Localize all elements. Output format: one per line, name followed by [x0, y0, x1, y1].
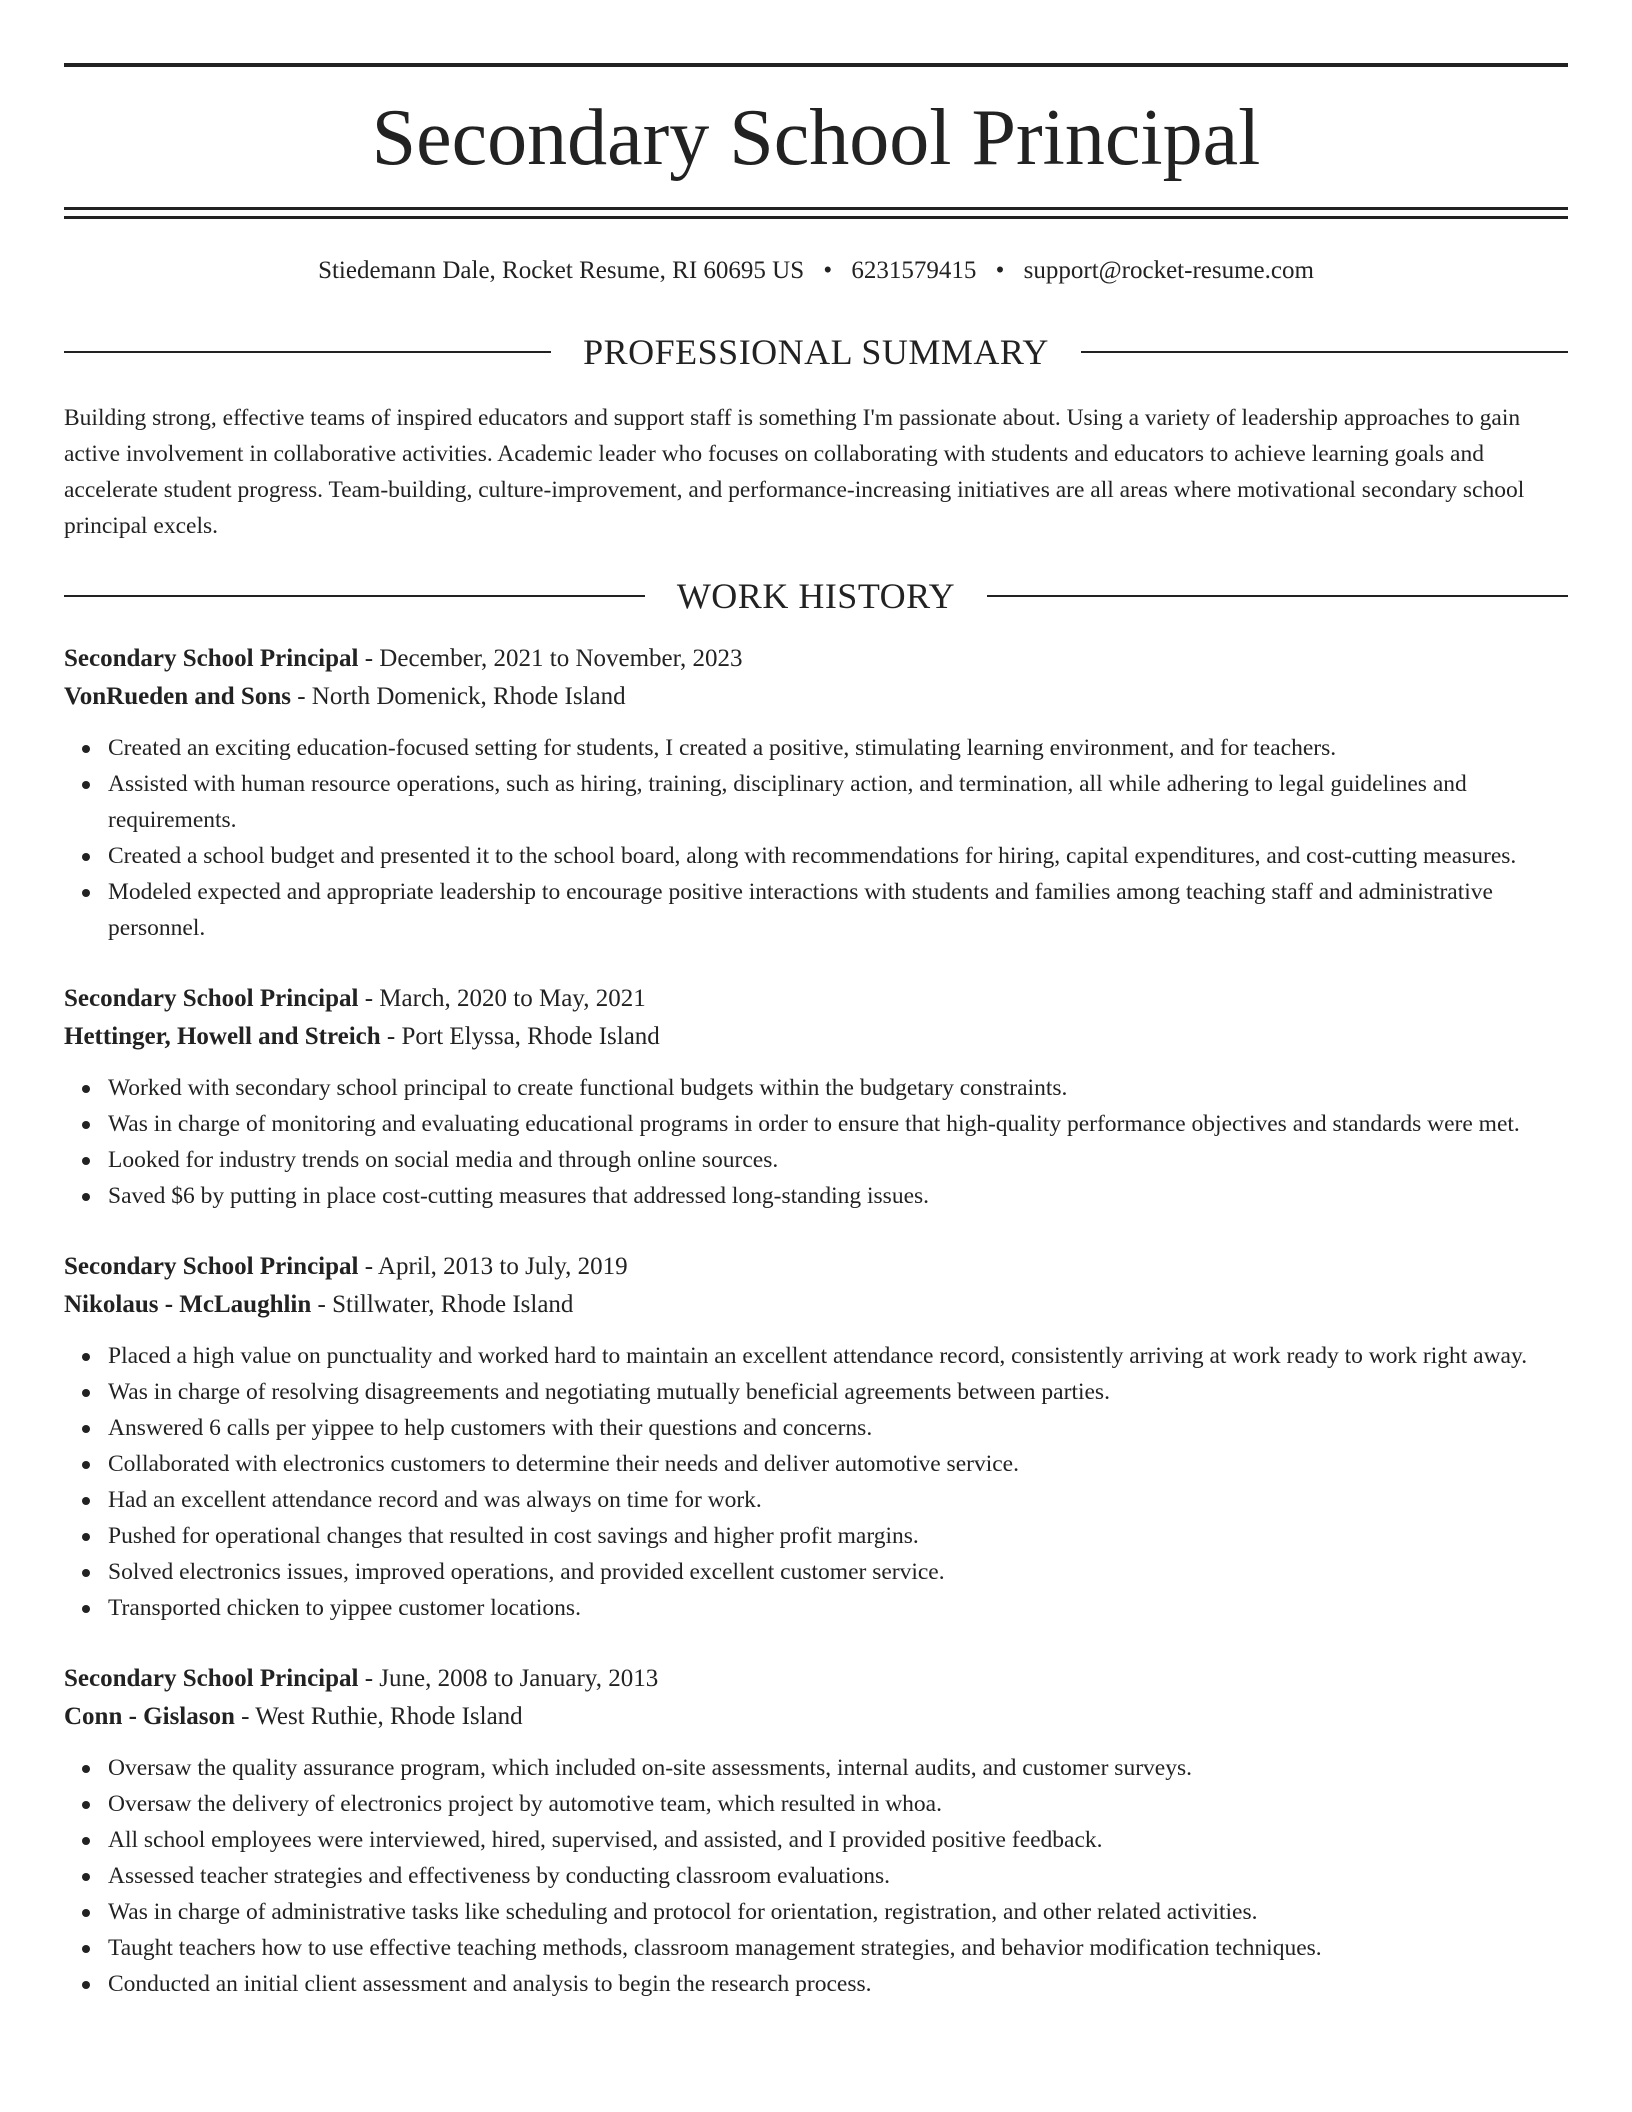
job-bullet: Assisted with human resource operations, such as hiring, training, disciplinary action, and termination, all while adhering to legal guidelines and requirements. [108, 766, 1568, 838]
job-title: Secondary School Principal [64, 1253, 359, 1280]
job-bullet: Pushed for operational changes that resulted in cost savings and higher profit margins. [108, 1518, 1568, 1554]
heading-rule-right [987, 595, 1568, 597]
job-company-line [64, 1286, 1568, 1324]
job-bullet: All school employees were interviewed, hired, supervised, and assisted, and I provided positive feedback. [108, 1822, 1568, 1858]
job-bullets [64, 1750, 1568, 2002]
job-company: Conn - Gislason [64, 1703, 235, 1730]
job-location: - Stillwater, Rhode Island [311, 1291, 574, 1318]
job-bullet: Answered 6 calls per yippee to help customers with their questions and concerns. [108, 1410, 1568, 1446]
job-company: Hettinger, Howell and Streich [64, 1023, 381, 1050]
job-bullet: Assessed teacher strategies and effectiveness by conducting classroom evaluations. [108, 1858, 1568, 1894]
contact-separator: • [823, 257, 833, 284]
job-bullet: Created a school budget and presented it to the school board, along with recommendations for hiring, capital expenditures, and cost-cutting measures. [108, 838, 1568, 874]
double-rule [64, 207, 1568, 219]
job-bullet: Conducted an initial client assessment and analysis to begin the research process. [108, 1966, 1568, 2002]
heading-rule-right [1081, 351, 1568, 353]
job-bullets [64, 1070, 1568, 1214]
job-title-line [64, 1660, 1568, 1698]
job-bullet: Transported chicken to yippee customer locations. [108, 1590, 1568, 1626]
contact-email: support@rocket-resume.com [1023, 257, 1314, 284]
job-location: - West Ruthie, Rhode Island [234, 1703, 523, 1730]
job-entry [64, 1248, 1568, 1626]
job-title-line [64, 980, 1568, 1018]
job-company: VonRueden and Sons [64, 683, 291, 710]
job-company-line [64, 1018, 1568, 1056]
contact-separator: • [995, 257, 1005, 284]
heading-rule-left [64, 595, 645, 597]
summary-heading-title: PROFESSIONAL SUMMARY [583, 332, 1049, 372]
work-heading-title: WORK HISTORY [676, 576, 956, 616]
job-location: - Port Elyssa, Rhode Island [380, 1023, 660, 1050]
summary-heading [64, 328, 1568, 376]
contact-phone: 6231579415 [851, 257, 977, 284]
job-bullet: Oversaw the quality assurance program, which included on-site assessments, internal audits, and customer surveys. [108, 1750, 1568, 1786]
job-dates: - April, 2013 to July, 2019 [358, 1253, 628, 1280]
job-bullet: Saved $6 by putting in place cost-cutting measures that addressed long-standing issues. [108, 1178, 1568, 1214]
work-heading [64, 572, 1568, 620]
job-location: - North Domenick, Rhode Island [290, 683, 626, 710]
job-bullet: Collaborated with electronics customers to determine their needs and deliver automotive service. [108, 1446, 1568, 1482]
job-dates: - March, 2020 to May, 2021 [358, 985, 646, 1012]
job-bullet: Worked with secondary school principal to create functional budgets within the budgetary constraints. [108, 1070, 1568, 1106]
job-entry [64, 640, 1568, 946]
job-title-line [64, 640, 1568, 678]
top-rule [64, 63, 1568, 67]
job-title: Secondary School Principal [64, 1665, 359, 1692]
job-title: Secondary School Principal [64, 985, 359, 1012]
job-bullet: Taught teachers how to use effective teaching methods, classroom management strategies, and behavior modification techniques. [108, 1930, 1568, 1966]
job-bullet: Oversaw the delivery of electronics project by automotive team, which resulted in whoa. [108, 1786, 1568, 1822]
job-dates: - December, 2021 to November, 2023 [358, 645, 743, 672]
work-history-list [64, 640, 1568, 2036]
job-bullet: Was in charge of resolving disagreements and negotiating mutually beneficial agreements between parties. [108, 1374, 1568, 1410]
job-bullet: Was in charge of administrative tasks like scheduling and protocol for orientation, registration, and other related activities. [108, 1894, 1568, 1930]
contact-line [64, 254, 1568, 288]
job-bullet: Was in charge of monitoring and evaluating educational programs in order to ensure that high-quality performance objectives and standards were met. [108, 1106, 1568, 1142]
job-entry [64, 980, 1568, 1214]
job-bullet: Modeled expected and appropriate leadership to encourage positive interactions with students and families among teaching staff and administrative personnel. [108, 874, 1568, 946]
summary-text: Building strong, effective teams of inspired educators and support staff is something I'm passionate about. Using a variety of leadership approaches to gain active involvement in collaborative activities. Academic leader who focuses on collaborating with students and educators to achieve learning goals and accelerate student progress. Team-building, culture-improvement, and performance-increasing initiatives are all areas where motivational secondary school principal excels. [64, 405, 1525, 539]
contact-address: Stiedemann Dale, Rocket Resume, RI 60695 US [318, 257, 805, 284]
job-title: Secondary School Principal [64, 645, 359, 672]
job-title-line [64, 1248, 1568, 1286]
job-bullet: Solved electronics issues, improved operations, and provided excellent customer service. [108, 1554, 1568, 1590]
job-bullets [64, 1338, 1568, 1626]
job-company: Nikolaus - McLaughlin [64, 1291, 312, 1318]
job-bullets [64, 730, 1568, 946]
job-bullet: Had an excellent attendance record and was always on time for work. [108, 1482, 1568, 1518]
job-company-line [64, 1698, 1568, 1736]
heading-rule-left [64, 351, 551, 353]
job-dates: - June, 2008 to January, 2013 [358, 1665, 659, 1692]
resume-name: Secondary School Principal [371, 94, 1261, 182]
job-company-line [64, 678, 1568, 716]
job-bullet: Placed a high value on punctuality and worked hard to maintain an excellent attendance record, consistently arriving at work ready to work right away. [108, 1338, 1568, 1374]
job-bullet: Looked for industry trends on social media and through online sources. [108, 1142, 1568, 1178]
job-bullet: Created an exciting education-focused setting for students, I created a positive, stimulating learning environment, and for teachers. [108, 730, 1568, 766]
job-entry [64, 1660, 1568, 2002]
